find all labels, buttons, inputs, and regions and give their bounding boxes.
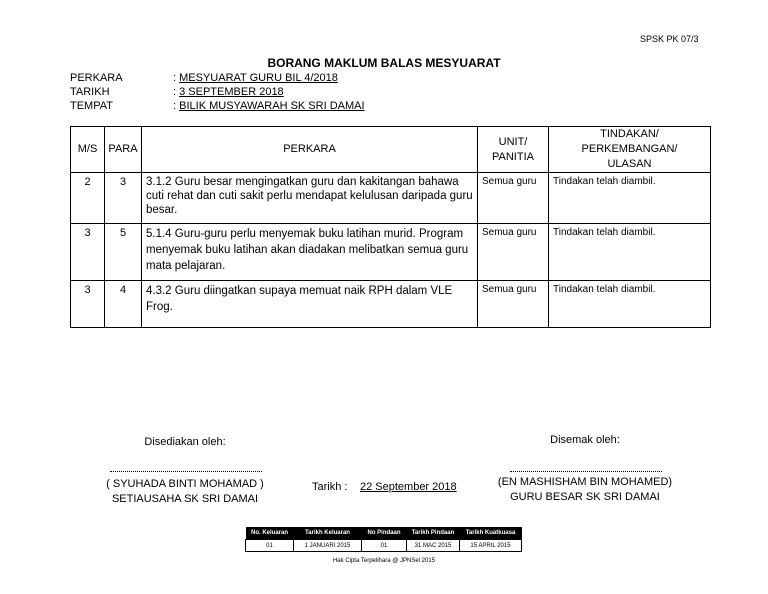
table-row — [71, 281, 711, 328]
date-value: 22 September 2018 — [360, 481, 457, 493]
meta-value-tarikh: : 3 SEPTEMBER 2018 — [173, 86, 284, 98]
table-row — [71, 224, 711, 281]
header-tindakan: TINDAKAN/ PERKEMBANGAN/ ULASAN — [549, 127, 711, 173]
control-value: 15 APRIL 2015 — [460, 540, 522, 552]
cell-tindakan: Tindakan telah diambil. — [549, 224, 711, 281]
header-para: PARA — [105, 127, 142, 173]
cell-unit: Semua guru — [478, 173, 549, 224]
meta-label-perkara: PERKARA — [70, 72, 123, 84]
control-value-row — [246, 540, 522, 552]
cell-para: 5 — [105, 224, 142, 281]
checked-by-label: Disemak oleh: — [550, 434, 620, 446]
cell-para: 4 — [105, 281, 142, 328]
form-code: SPSK PK 07/3 — [640, 34, 699, 44]
table-header-row — [71, 127, 711, 173]
cell-ms: 3 — [71, 281, 105, 328]
minutes-table — [70, 126, 711, 328]
checked-title: GURU BESAR SK SRI DAMAI — [510, 491, 660, 503]
checked-name: (EN MASHISHAM BIN MOHAMED) — [497, 476, 673, 488]
date-label: Tarikh : — [312, 481, 348, 493]
header-ms: M/S — [71, 127, 105, 173]
control-header: Tarikh Keluaran — [294, 527, 362, 540]
control-value: 1 JANUARI 2015 — [294, 540, 362, 552]
cell-ms: 3 — [71, 224, 105, 281]
copyright-notice: Hak Cipta Terpelihara @ JPNSel 2015 — [332, 558, 436, 564]
meta-value-tempat: : BILIK MUSYAWARAH SK SRI DAMAI — [173, 100, 365, 112]
header-perkara: PERKARA — [142, 127, 478, 173]
prepared-signature-line — [110, 471, 262, 472]
cell-perkara: 5.1.4 Guru-guru perlu menyemak buku latihan murid. Program menyemak buku latihan akan diadakan melibatkan semua guru mata pelajaran. — [142, 224, 478, 281]
prepared-title: SETIAUSAHA SK SRI DAMAI — [111, 493, 259, 505]
control-header: Tarikh Pindaan — [407, 527, 460, 540]
prepared-by-label: Disediakan oleh: — [144, 436, 226, 448]
cell-unit: Semua guru — [478, 281, 549, 328]
prepared-name: ( SYUHADA BINTI MOHAMAD ) — [106, 478, 264, 490]
cell-perkara: 4.3.2 Guru diingatkan supaya memuat naik RPH dalam VLE Frog. — [142, 281, 478, 328]
control-value: 31 MAC 2015 — [407, 540, 460, 552]
control-value: 01 — [362, 540, 407, 552]
meta-label-tarikh: TARIKH — [70, 86, 110, 98]
meta-label-tempat: TEMPAT — [70, 100, 113, 112]
cell-tindakan: Tindakan telah diambil. — [549, 173, 711, 224]
cell-unit: Semua guru — [478, 224, 549, 281]
header-unit: UNIT/ PANITIA — [478, 127, 549, 173]
form-title: BORANG MAKLUM BALAS MESYUARAT — [267, 56, 501, 70]
table-row — [71, 173, 711, 224]
cell-ms: 2 — [71, 173, 105, 224]
control-header: No. Keluaran — [246, 527, 294, 540]
control-value: 01 — [246, 540, 294, 552]
cell-tindakan: Tindakan telah diambil. — [549, 281, 711, 328]
cell-para: 3 — [105, 173, 142, 224]
document-control-table — [245, 527, 522, 552]
control-header: Tarikh Kuatkuasa — [460, 527, 522, 540]
control-header-row — [246, 527, 522, 540]
checked-signature-line — [510, 471, 662, 472]
meta-value-perkara: : MESYUARAT GURU BIL 4/2018 — [173, 72, 338, 84]
control-header: No Pindaan — [362, 527, 407, 540]
cell-perkara: 3.1.2 Guru besar mengingatkan guru dan kakitangan bahawa cuti rehat dan cuti sakit perlu mendapat kelulusan daripada guru besar. — [142, 173, 478, 224]
